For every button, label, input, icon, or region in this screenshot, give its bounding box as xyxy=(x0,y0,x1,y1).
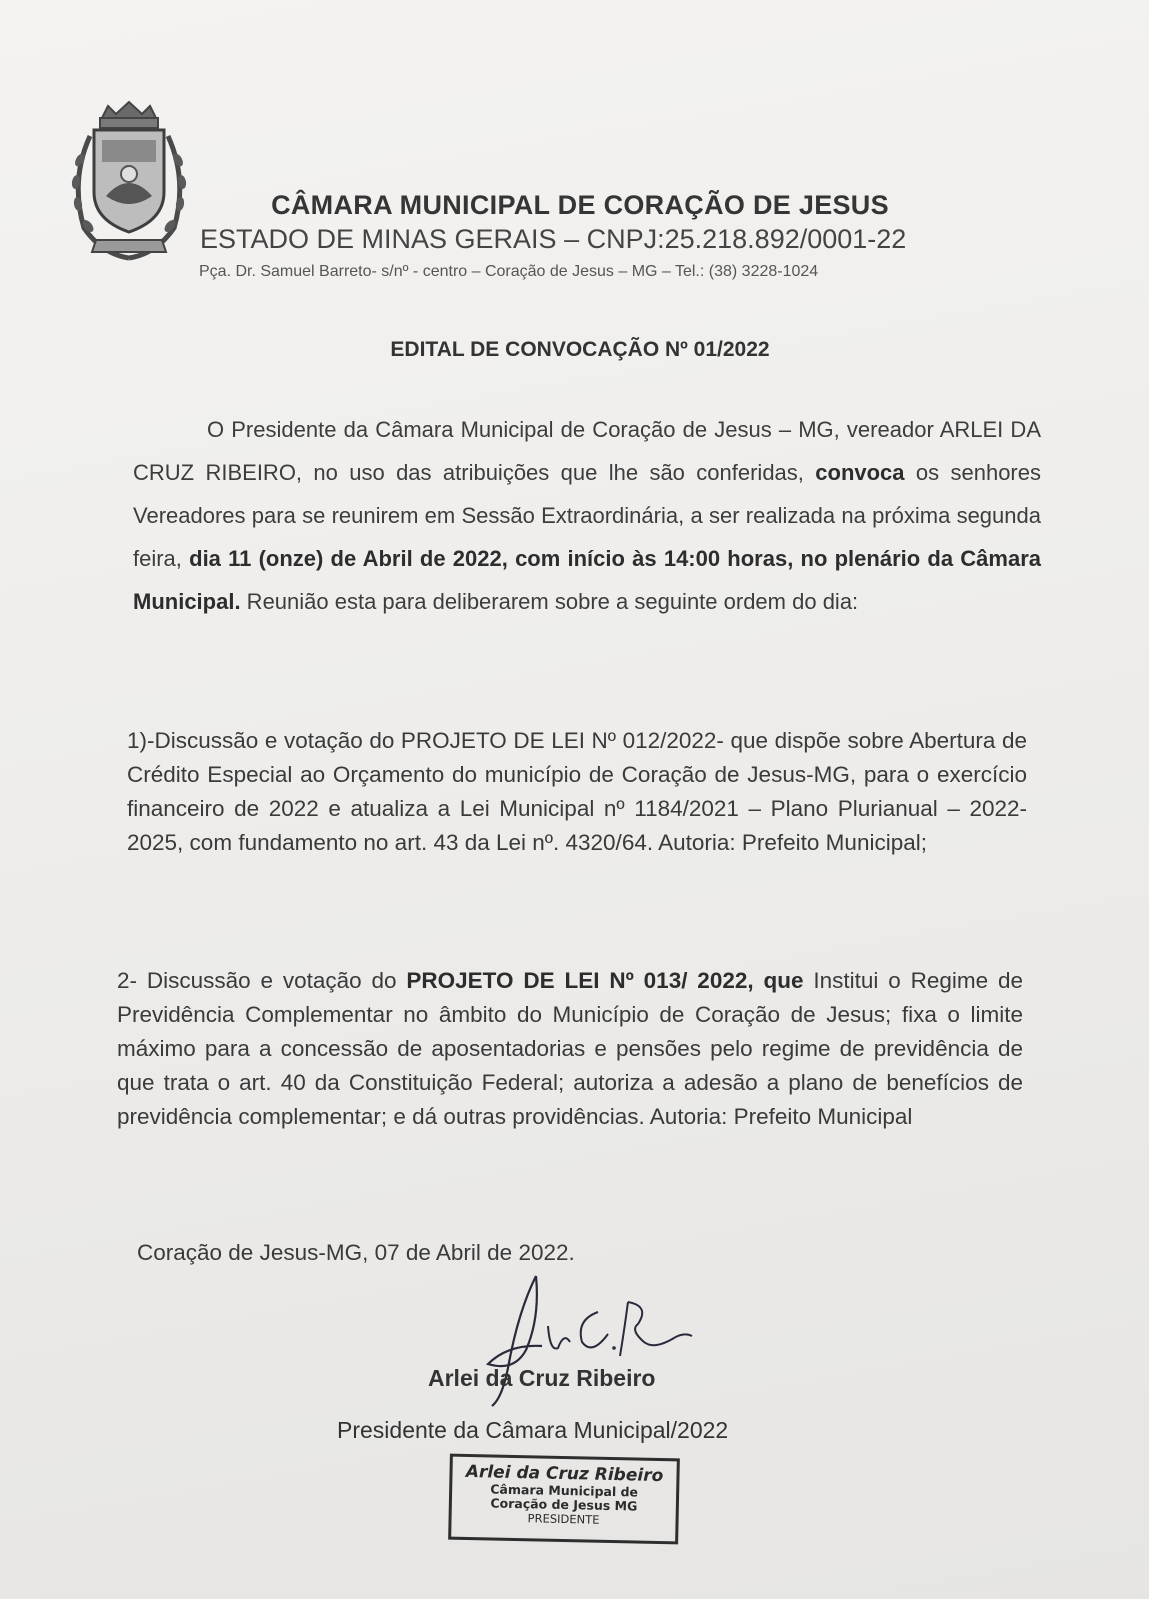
stamp-name: Arlei da Cruz Ribeiro xyxy=(465,1461,664,1487)
agenda-item-2-text-2: Institui o Regime de Previdência Complementar no âmbito do Município de Coração de Jesus; fixa o limite máximo para a concessão de aposentadorias e pensões pelo regime de previdência de que trata o art. 40 da Constituição Federal; autoriza a adesão a plano de benefícios de previdência complementar; e dá outras providências. Autoria: Prefeito Municipal xyxy=(117,968,1023,1129)
intro-text-2: os senhores Vereadores para se reunirem em Sessão Extraordinária, a ser realizada na próxima segunda feira, xyxy=(133,460,1041,571)
state-and-cnpj: ESTADO DE MINAS GERAIS – CNPJ:25.218.892/0001-22 xyxy=(200,224,907,254)
municipal-coat-of-arms xyxy=(66,100,192,268)
intro-paragraph xyxy=(133,408,1041,623)
agenda-item-2-text-1: 2- Discussão e votação do xyxy=(117,968,407,993)
date-line: Coração de Jesus-MG, 07 de Abril de 2022. xyxy=(137,1240,575,1265)
institution-name: CÂMARA MUNICIPAL DE CORAÇÃO DE JESUS xyxy=(271,190,889,220)
signer-name: Arlei da Cruz Ribeiro xyxy=(428,1365,656,1391)
intro-bold-date: dia 11 (onze) de Abril de 2022, com início às 14:00 horas, no plenário da Câmara Municipal. xyxy=(133,546,1041,614)
institution-address: Pça. Dr. Samuel Barreto- s/nº - centro – Coração de Jesus – MG – Tel.: (38) 3228-1024 xyxy=(199,263,819,280)
intro-text-3: Reunião esta para deliberarem sobre a seguinte ordem do dia: xyxy=(240,589,859,614)
intro-bold-convoca: convoca xyxy=(815,460,905,485)
document-title: EDITAL DE CONVOCAÇÃO Nº 01/2022 xyxy=(390,338,770,361)
intro-text-1: O Presidente da Câmara Municipal de Coração de Jesus – MG, vereador ARLEI DA CRUZ RIBEIRO, no uso das atribuições que lhe são conferidas, xyxy=(133,417,1041,485)
official-stamp xyxy=(448,1454,680,1545)
agenda-item-1: 1)-Discussão e votação do PROJETO DE LEI Nº 012/2022- que dispõe sobre Abertura de Crédito Especial ao Orçamento do município de Coração de Jesus-MG, para o exercício financeiro de 2022 e atualiza a Lei Municipal nº 1184/2021 – Plano Plurianual – 2022-2025, com fundamento no art. 43 da Lei nº. 4320/64. Autoria: Prefeito Municipal; xyxy=(127,728,1027,855)
stamp-city: Coração de Jesus MG xyxy=(490,1495,638,1514)
signer-role: Presidente da Câmara Municipal/2022 xyxy=(337,1417,729,1443)
agenda-item-2 xyxy=(117,964,1023,1134)
stamp-institution: Câmara Municipal de xyxy=(490,1481,639,1500)
agenda-item-2-bold: PROJETO DE LEI Nº 013/ 2022, que xyxy=(406,968,804,993)
stamp-role: PRESIDENTE xyxy=(527,1511,600,1527)
